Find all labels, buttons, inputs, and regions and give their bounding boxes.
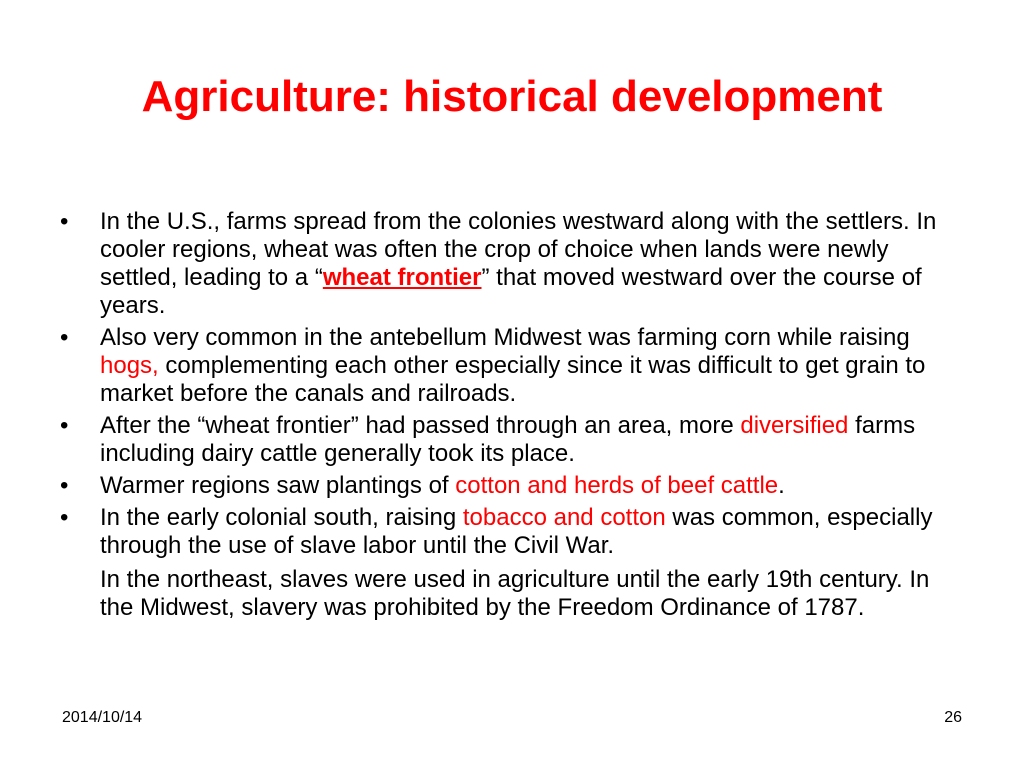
slide-body (60, 208, 960, 622)
bullet-text: complementing each other especially since it was difficult to get grain to market before the canals and railroads. (100, 352, 926, 407)
bullet-text: farms including dairy cattle generally took its place. (100, 412, 916, 467)
highlight-cotton-beef: cotton and herds of beef cattle (455, 472, 779, 499)
highlight-tobacco-cotton: tobacco and cotton (462, 504, 666, 531)
bullet-marker: • (60, 412, 69, 439)
bullet-marker: • (60, 208, 69, 235)
highlight-wheat-frontier: wheat frontier (322, 264, 482, 291)
bullet-text: In the early colonial south, raising (100, 504, 463, 531)
bullet-text: ” that moved westward over the course of years. (100, 264, 922, 319)
bullet-marker: • (60, 324, 69, 351)
continuation-paragraph: In the northeast, slaves were used in agriculture until the early 19th century. In the Midwest, slavery was prohibited by the Freedom Ordinance of 1787. (100, 566, 930, 621)
bullet-marker: • (60, 472, 69, 499)
bullet-text: was common, especially through the use of slave labor until the Civil War. (100, 504, 933, 559)
bullet-item (60, 324, 960, 408)
bullet-text: In the U.S., farms spread from the colonies westward along with the settlers. In cooler regions, wheat was often the crop of choice when lands were newly settled, leading to a “ (100, 208, 937, 291)
highlight-hogs: hogs, (100, 352, 159, 379)
bullet-text: Also very common in the antebellum Midwest was farming corn while raising (100, 324, 910, 351)
bullet-item (60, 412, 960, 468)
bullet-text: After the “wheat frontier” had passed through an area, more (100, 412, 741, 439)
bullet-item (60, 208, 960, 320)
highlight-diversified: diversified (740, 412, 849, 439)
slide-title: Agriculture: historical development (141, 72, 883, 121)
bullet-item (60, 504, 960, 560)
footer-date: 2014/10/14 (62, 709, 143, 726)
bullet-text: Warmer regions saw plantings of (100, 472, 456, 499)
bullet-marker: • (60, 504, 69, 531)
page-number: 26 (944, 709, 962, 726)
bullet-text: . (778, 472, 785, 499)
bullet-item (60, 472, 960, 500)
